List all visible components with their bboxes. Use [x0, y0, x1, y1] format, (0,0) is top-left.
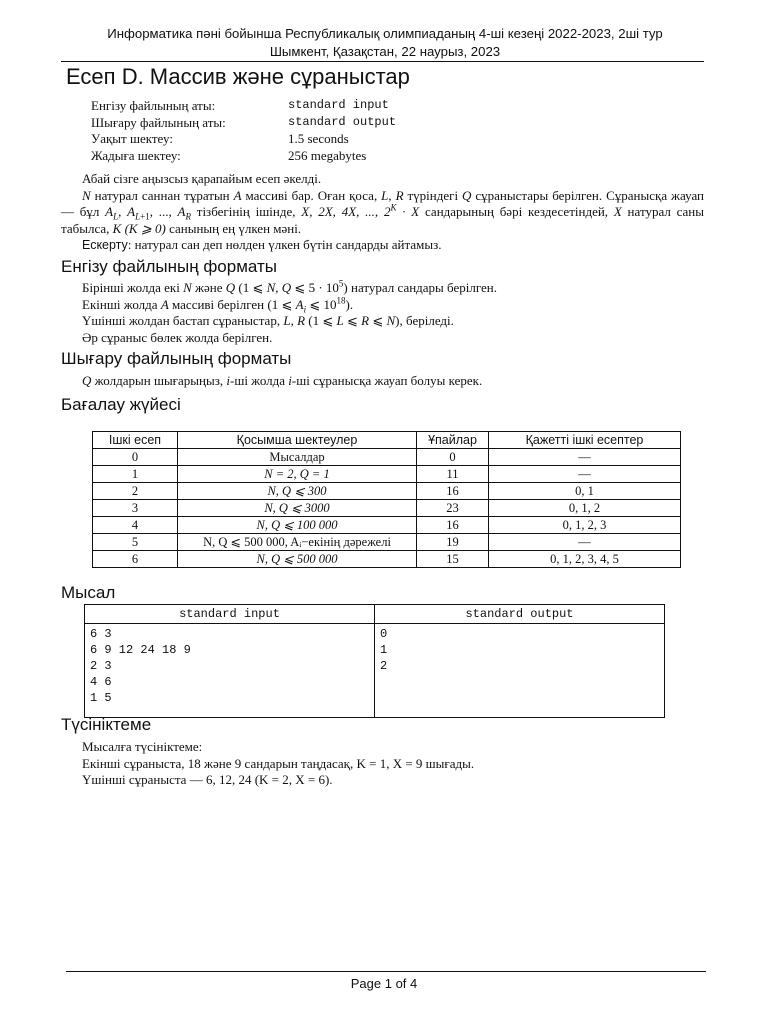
input-format-heading: Енгізу файлының форматы [61, 257, 277, 276]
col-points: Ұпайлар [417, 432, 489, 449]
info-row [91, 131, 396, 148]
col-constraints: Қосымша шектеулер [178, 432, 417, 449]
info-value: standard output [288, 114, 397, 129]
cell-required: 0, 1, 2, 3, 4, 5 [489, 551, 681, 568]
output-format-heading: Шығару файлының форматы [61, 349, 292, 368]
info-value: standard input [288, 98, 389, 112]
cell-points: 23 [417, 500, 489, 517]
cell-required: — [489, 466, 681, 483]
statement-body: N натурал саннан тұратын A массиві бар. Оған қоса, L, R түріндегі Q сұраныстары берілген. Сұранысқа жауап — бұл $A_L$, $A_{L+1}$, ..., $A_R$ тізбегінің ішінде, X, 2X, 4X, ..., $2^K \cdot X$ сандарының бәрі кездесетіндей, X натурал саны табылса, K (K ⩾ 0) санының ең үлкен мәні. [61, 187, 705, 236]
cell-points: 16 [417, 517, 489, 534]
table-row [93, 483, 681, 500]
input-line-3: Үшінші жолдан бастап сұраныстар, L, R (1 ⩽ L ⩽ R ⩽ N), берiледi. [82, 313, 454, 328]
cell-required: — [489, 534, 681, 551]
input-line-4: Әр сұраныс бөлек жолда берілген. [82, 329, 273, 345]
table-row [93, 500, 681, 517]
cell-constraint: Мысалдар [178, 449, 417, 466]
input-line: 4 6 [90, 675, 112, 689]
cell-constraint: N, Q ⩽ 500 000 [178, 551, 417, 568]
output-line: 2 [380, 659, 388, 673]
input-line-1: Бірінші жолда екі N және Q (1 ⩽ N, Q ⩽ $5 \cdot 10^5$) натурал сандары берілген. [82, 278, 497, 295]
input-format-body [61, 280, 704, 346]
output-line-1: Q жолдарын шығарыңыз, i-ші жолда i-ші сұранысқа жауап болуы керек. [82, 373, 483, 388]
info-label: Уақыт шектеу: [91, 131, 173, 146]
grading-heading: Бағалау жүйесі [61, 395, 181, 414]
input-line: 1 5 [90, 691, 112, 705]
info-row [91, 98, 396, 115]
cell-constraint: N, Q ⩽ 100 000 [178, 517, 417, 534]
statement [61, 171, 704, 254]
statement-note [61, 237, 704, 254]
info-label: Жадыға шектеу: [91, 147, 181, 163]
cell-constraint: N, Q ⩽ 300 [178, 483, 417, 500]
example-body-row [85, 624, 665, 718]
table-row [93, 517, 681, 534]
note-label: Ескерту [82, 238, 128, 252]
table-row [93, 449, 681, 466]
info-label: Енгізу файлының аты: [91, 98, 216, 113]
cell-subtask: 0 [93, 449, 178, 466]
info-value: 1.5 seconds [288, 131, 349, 146]
header-line-2: Шымкент, Қазақстан, 22 наурыз, 2023 [269, 44, 501, 59]
header-line-1: Информатика пәні бойынша Республикалық олимпиаданың 4-ші кезеңі 2022-2023, 2ші тур [107, 26, 663, 41]
explanation-body [61, 739, 704, 789]
cell-constraint: N, Q ⩽ 500 000, Aᵢ−екінің дәрежелі [178, 534, 417, 551]
header-rule [61, 61, 704, 62]
input-line: 6 9 12 24 18 9 [90, 643, 191, 657]
cell-required: 0, 1 [489, 483, 681, 500]
cell-constraint: N = 2, Q = 1 [178, 466, 417, 483]
cell-required: — [489, 449, 681, 466]
example-header-row [85, 605, 665, 624]
cell-subtask: 4 [93, 517, 178, 534]
input-line: 6 3 [90, 627, 112, 641]
explanation-line-2: Екінші сұраныста, 18 және 9 сандарын таңдасақ, K = 1, X = 9 шығады. [82, 755, 475, 771]
table-row [93, 466, 681, 483]
col-required: Қажетті ішкі есептер [489, 432, 681, 449]
output-line: 1 [380, 643, 388, 657]
cell-points: 19 [417, 534, 489, 551]
page-number: Page 1 of 4 [350, 976, 418, 991]
problem-info-table [91, 98, 396, 164]
example-output-header: standard output [375, 605, 665, 624]
cell-subtask: 1 [93, 466, 178, 483]
info-label: Шығару файлының аты: [91, 114, 226, 130]
cell-points: 0 [417, 449, 489, 466]
input-line-2: Екінші жолда A массиві берілген (1 ⩽ $A_i$ ⩽ $10^{18}$). [82, 295, 354, 315]
cell-subtask: 3 [93, 500, 178, 517]
example-heading: Мысал [61, 583, 116, 602]
input-line: 2 3 [90, 659, 112, 673]
cell-subtask: 2 [93, 483, 178, 500]
example-input [85, 624, 375, 718]
footer-rule [66, 971, 706, 972]
example-input-header: standard input [85, 605, 375, 624]
grading-header-row [93, 432, 681, 449]
cell-required: 0, 1, 2, 3 [489, 517, 681, 534]
cell-subtask: 5 [93, 534, 178, 551]
statement-intro: Абай сізге аңызсыз қарапайым есеп әкелді. [82, 171, 322, 186]
explanation-heading: Түсініктеме [61, 715, 152, 734]
example-table [84, 604, 665, 718]
table-row [93, 551, 681, 568]
info-row [91, 148, 396, 165]
explanation-line-3: Үшінші сұраныста — 6, 12, 24 (K = 2, X = 6). [82, 772, 333, 787]
cell-points: 16 [417, 483, 489, 500]
page-header [66, 25, 704, 61]
output-format-body [61, 373, 704, 390]
grading-table [92, 431, 681, 568]
cell-subtask: 6 [93, 551, 178, 568]
explanation-line-1: Мысалға түсініктеме: [82, 739, 203, 754]
example-output [375, 624, 665, 718]
cell-points: 15 [417, 551, 489, 568]
output-line: 0 [380, 627, 388, 641]
problem-title: Есеп D. Массив және сұраныстар [66, 64, 410, 89]
cell-required: 0, 1, 2 [489, 500, 681, 517]
table-row [93, 534, 681, 551]
info-row [91, 115, 396, 132]
cell-constraint: N, Q ⩽ 3000 [178, 500, 417, 517]
col-subtask: Ішкі есеп [93, 432, 178, 449]
note-text: : натурал сан деп нөлден үлкен бүтін сандарды айтамыз. [127, 237, 442, 252]
info-value: 256 megabytes [288, 147, 367, 163]
cell-points: 11 [417, 466, 489, 483]
